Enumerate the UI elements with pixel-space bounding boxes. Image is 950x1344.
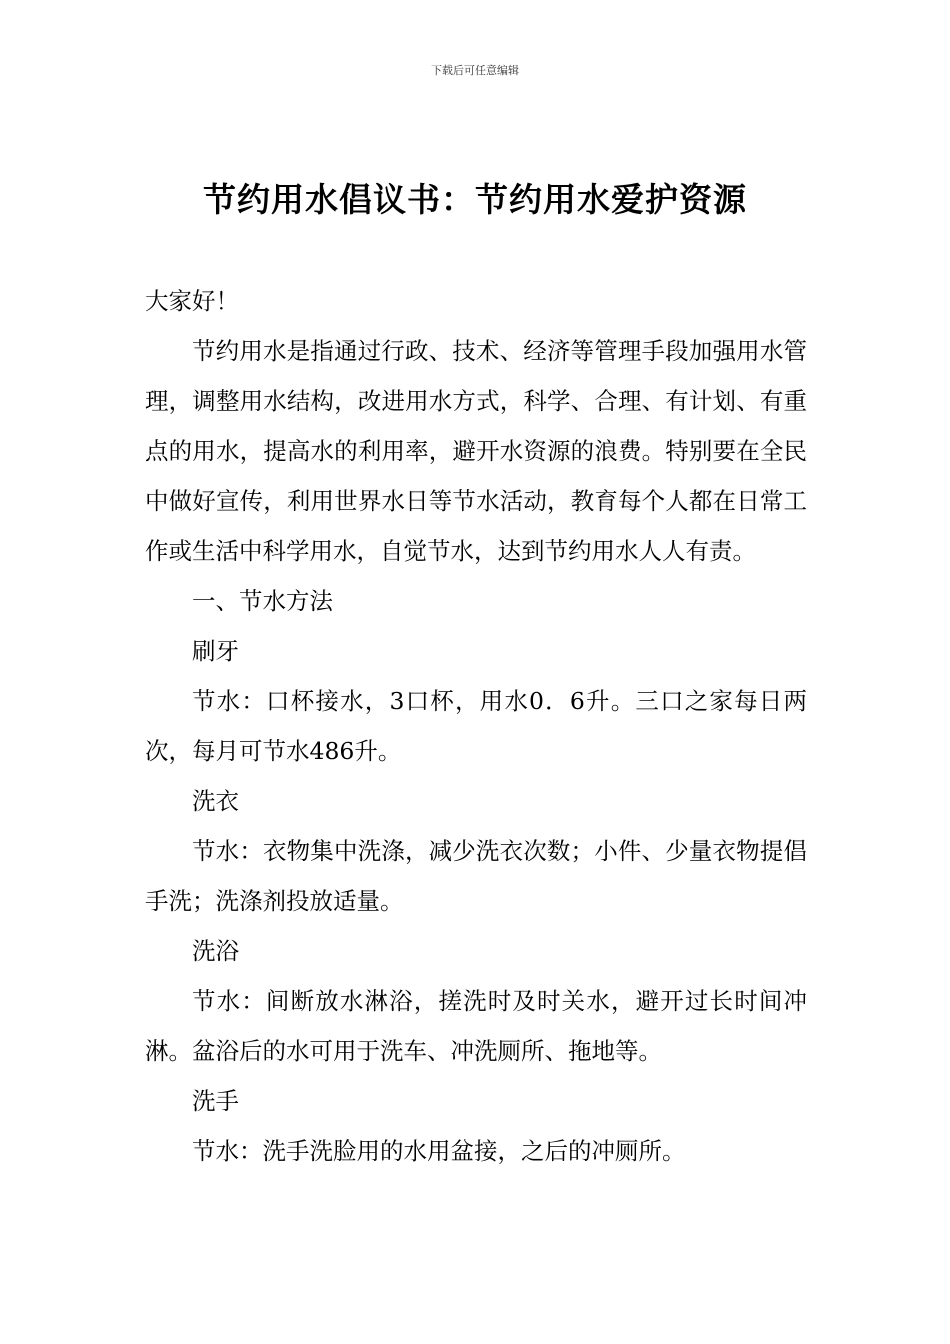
subheading-bathing: 洗浴 [192,937,239,965]
paragraph-laundry-tip: 节水：衣物集中洗涤，减少洗衣次数；小件、少量衣物提倡手洗；洗涤剂投放适量。 [145,837,807,915]
intro-paragraph: 节约用水是指通过行政、技术、经济等管理手段加强用水管理，调整用水结构，改进用水方式，科学、合理、有计划、有重点的用水，提高水的利用率，避开水资源的浪费。特别要在全民中做好宣传，利用世界水日等节水活动，教育每个人都在日常工作或生活中科学用水，自觉节水，达到节约用水人人有责。 [145,337,807,565]
subheading-brushing: 刷牙 [192,637,239,665]
header-note: 下载后可任意编辑 [431,64,519,77]
document-title: 节约用水倡议书：节约用水爱护资源 [203,180,747,219]
paragraph-handwashing-tip: 节水：洗手洗脸用的水用盆接，之后的冲厕所。 [192,1137,686,1165]
greeting: 大家好！ [145,287,239,315]
subheading-laundry: 洗衣 [192,787,239,815]
paragraph-bathing-tip: 节水：间断放水淋浴，搓洗时及时关水，避开过长时间冲淋。盆浴后的水可用于洗车、冲洗厕所、拖地等。 [145,987,807,1065]
paragraph-brushing-tip: 节水：口杯接水，3口杯，用水0．6升。三口之家每日两次，每月可节水486升。 [145,687,807,765]
section-heading-methods: 一、节水方法 [192,587,333,615]
document-body [145,276,807,1176]
subheading-handwashing: 洗手 [192,1087,239,1115]
